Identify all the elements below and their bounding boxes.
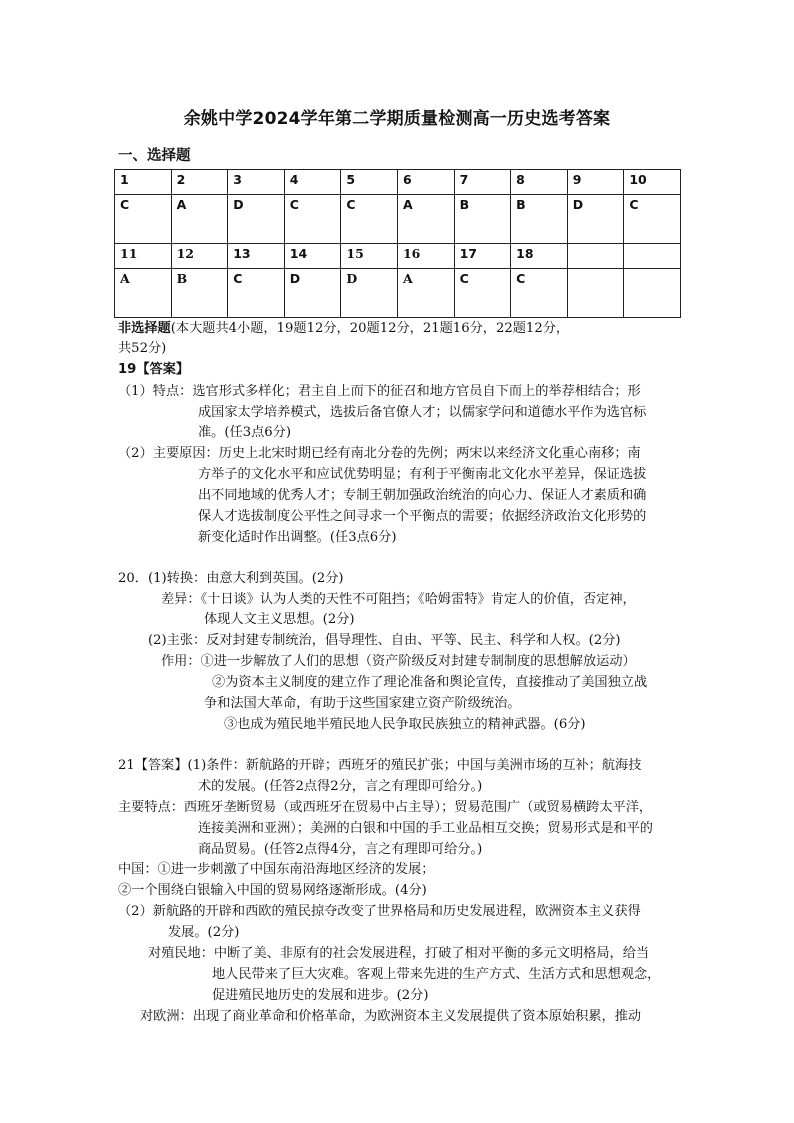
table-cell: A [397,269,454,318]
table-cell [624,244,681,269]
table-row-question-numbers-1 [115,170,681,195]
section-heading-bold: 非选择题 [118,321,171,336]
table-cell: 6 [397,170,454,195]
q21-line: ②一个围绕白银输入中国的贸易网络逐渐形成。(4分) [118,883,427,898]
table-cell: C [341,195,398,244]
table-cell: B [511,195,568,244]
table-cell [624,269,681,318]
q19-p2-line: 新变化适时作出调整。(任3点6分) [198,530,397,545]
q21-line: 术的发展。(任答2点得2分，言之有理即可给分。) [198,779,483,794]
section-heading-multiple-choice: 一、选择题 [118,148,191,164]
table-cell: 11 [115,244,172,269]
table-cell: C [284,195,341,244]
q20-line: 20．(1)转换：由意大利到英国。(2分) [118,571,344,586]
q19-p1-line: 成国家太学培养模式，选拔后备官僚人才；以儒家学问和道德水平作为选官标 [198,405,647,420]
q21-line: 连接美洲和亚洲）；美洲的白银和中国的手工业品相互交换；贸易形式是和平的 [198,821,653,836]
q20-line: 作用：①进一步解放了人们的思想（资产阶级反对封建专制制度的思想解放运动） [161,654,636,669]
table-cell: A [171,195,228,244]
section-heading-detail: (本大题共4小题，19题12分，20题12分，21题16分，22题12分， [170,321,570,336]
page-title: 余姚中学2024学年第二学期质量检测高一历史选考答案 [183,109,611,129]
q21-line: 发展。(2分) [168,925,240,940]
q19-p1-line: 准。(任3点6分) [198,425,292,440]
table-cell: B [171,269,228,318]
table-cell: C [228,269,285,318]
table-cell: 9 [567,170,624,195]
q20-line: 体现人文主义思想。(2分) [204,612,355,627]
table-cell: 17 [454,244,511,269]
table-cell: C [511,269,568,318]
table-cell: A [115,269,172,318]
q21-line: 对欧洲：出现了商业革命和价格革命，为欧洲资本主义发展提供了资本原始积累，推动 [140,1009,642,1024]
q20-line: 争和法国大革命，有助于这些国家建立资产阶级统治。 [204,696,521,711]
q20-line: ②为资本主义制度的建立作了理论准备和舆论宣传，直接推动了美国独立战 [212,675,648,690]
q19-p2-line: 保人才选拔制度公平性之间寻求一个平衡点的需要；依据经济政治文化形势的 [198,509,647,524]
table-cell: 7 [454,170,511,195]
table-cell: 4 [284,170,341,195]
q20-line: (2)主张：反对封建专制统治，倡导理性、自由、平等、民主、科学和人权。(2分) [148,633,621,648]
table-cell: 13 [228,244,285,269]
table-cell: A [397,195,454,244]
table-cell: C [454,269,511,318]
q21-line: 主要特点：西班牙垄断贸易（或西班牙在贸易中占主导）；贸易范围广（或贸易横跨太平洋， [118,800,653,815]
table-cell: 15 [341,244,398,269]
table-cell: 2 [171,170,228,195]
q21-line: 中国：①进一步刺激了中国东南沿海地区经济的发展； [118,862,435,877]
table-cell: B [454,195,511,244]
table-cell: 10 [624,170,681,195]
table-cell: C [115,195,172,244]
q21-line: 地人民带来了巨大灾难。客观上带来先进的生产方式、生活方式和思想观念， [212,967,661,982]
table-cell: D [567,195,624,244]
table-cell: 14 [284,244,341,269]
q19-heading: 19【答案】 [118,362,190,377]
table-cell: D [341,269,398,318]
table-cell: 12 [171,244,228,269]
table-cell: 5 [341,170,398,195]
table-row-question-numbers-2 [115,244,681,269]
table-cell: 1 [115,170,172,195]
table-cell: C [624,195,681,244]
table-cell: 16 [397,244,454,269]
section-heading-non-multiple-choice [118,319,569,339]
section-heading-detail-line2: 共52分) [118,341,167,356]
q21-line: （2）新航路的开辟和西欧的殖民掠夺改变了世界格局和历史发展进程，欧洲资本主义获得 [118,904,641,919]
table-cell: D [228,195,285,244]
table-cell: 18 [511,244,568,269]
q21-line: 促进殖民地历史的发展和进步。(2分) [212,988,429,1003]
q19-p2-line: 出不同地域的优秀人才；专制王朝加强政治统治的向心力、保证人才素质和确 [198,488,647,503]
q20-line: ③也成为殖民地半殖民地人民争取民族独立的精神武器。(6分) [224,717,586,732]
table-cell: D [284,269,341,318]
q19-p2-line: 方举子的文化水平和应试优势明显；有利于平衡南北文化水平差异，保证选拔 [198,467,647,482]
q21-line: 商品贸易。(任答2点得4分，言之有理即可给分。) [198,842,483,857]
q20-line: 差异：《十日谈》认为人类的天性不可阻挡；《哈姆雷特》肯定人的价值，否定神， [161,592,636,607]
q21-line: 对殖民地：中断了美、非原有的社会发展进程，打破了相对平衡的多元文明格局，给当 [148,946,650,961]
table-cell [567,244,624,269]
table-cell [567,269,624,318]
q19-p2-line: （2）主要原因：历史上北宋时期已经有南北分卷的先例；两宋以来经济文化重心南移；南 [118,446,641,461]
answer-table [114,169,681,318]
q19-p1-line: （1）特点：选官形式多样化；君主自上而下的征召和地方官员自下而上的举荐相结合；形 [118,384,641,399]
table-cell: 8 [511,170,568,195]
table-cell: 3 [228,170,285,195]
table-row-answers-1 [115,195,681,244]
table-row-answers-2 [115,269,681,318]
q21-line: 21【答案】(1)条件：新航路的开辟；西班牙的殖民扩张；中国与美洲市场的互补；航海技 [118,758,642,773]
